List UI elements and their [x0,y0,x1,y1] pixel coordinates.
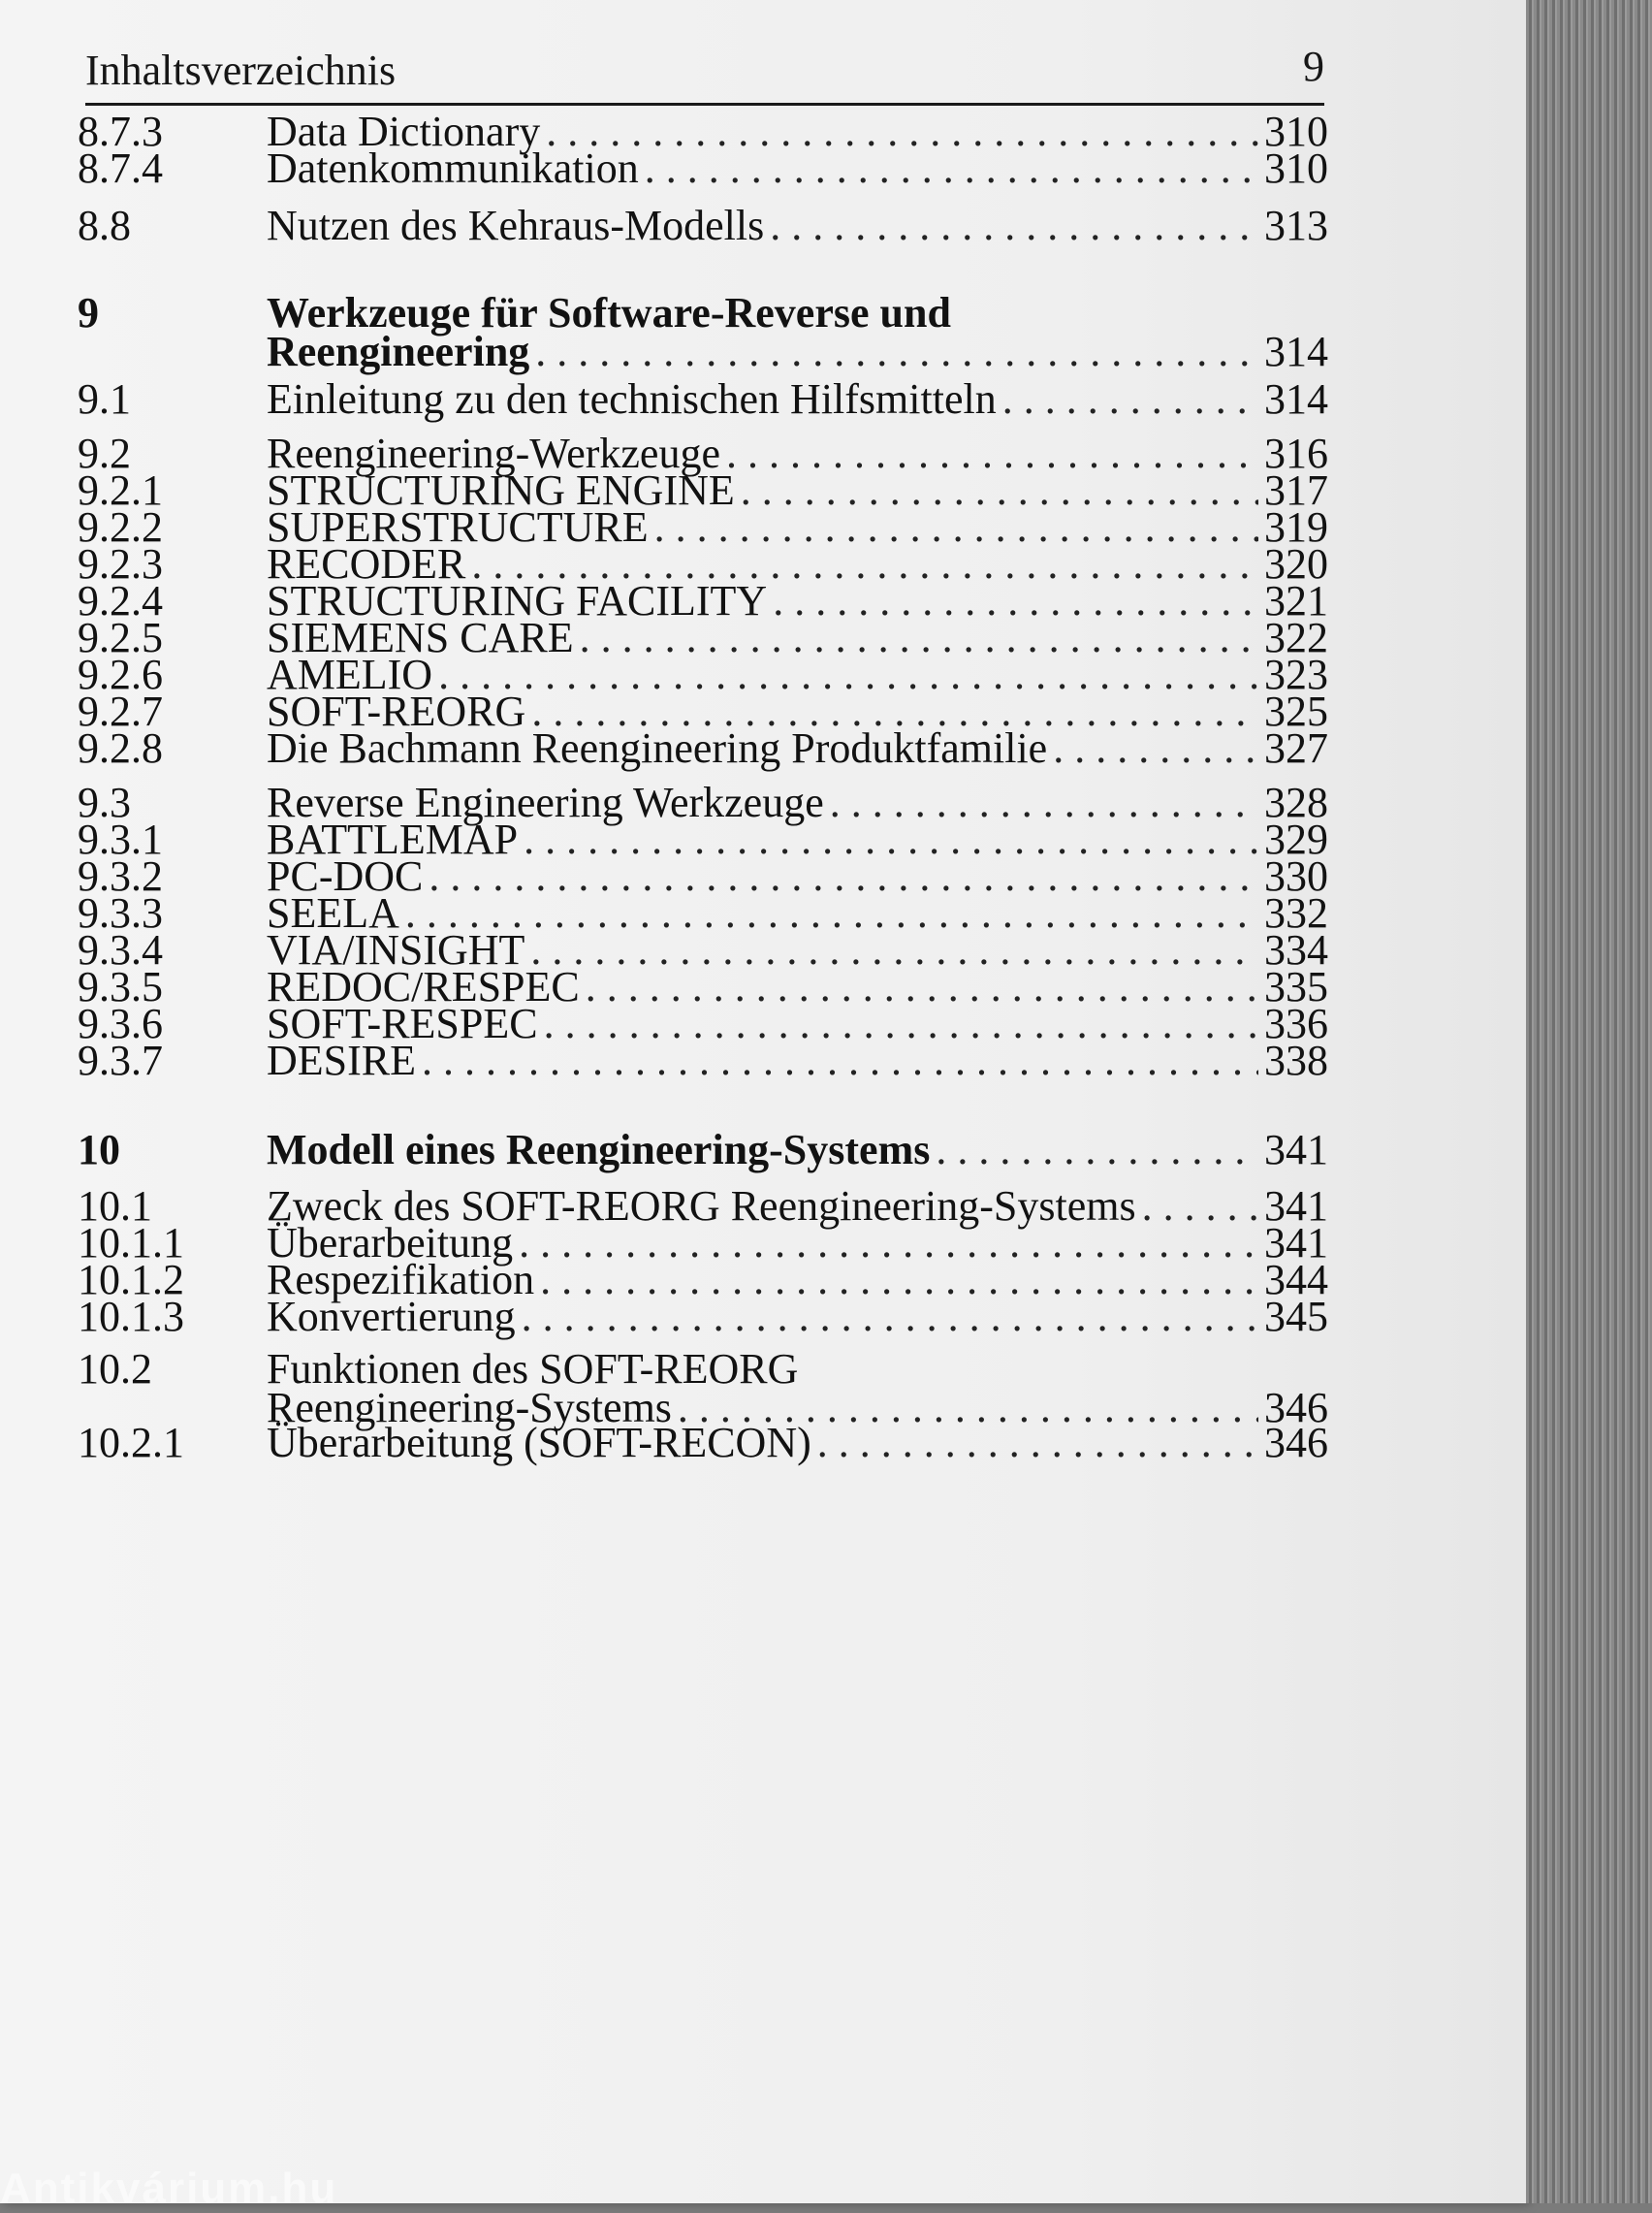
toc-entry-page: 314 [1264,328,1328,375]
toc-entry-title: SIEMENS CARE [267,614,574,661]
toc-entry-title-continued: Reengineering [267,328,530,375]
toc-entry-page: 317 [1264,466,1328,514]
toc-entry [78,1125,1328,1175]
toc-entry-number: 9.3 [78,779,131,826]
toc-entry-number: 9.2.6 [78,651,163,698]
toc-entry-page: 346 [1264,1419,1328,1466]
toc-entry-title: Überarbeitung (SOFT-RECON) [267,1419,811,1466]
toc-entry-page: 335 [1264,963,1328,1010]
toc-entry-number: 9.2.8 [78,724,163,772]
toc-entry [78,1418,1328,1468]
toc-entry-title: Datenkommunikation [267,144,639,192]
toc-entry-number: 10.1 [78,1182,152,1230]
toc-entry-title: STRUCTURING FACILITY [267,577,768,625]
toc-entry-title: SEELA [267,889,399,937]
toc-entry-page: 341 [1264,1126,1328,1173]
toc-entry-title: Überarbeitung [267,1219,514,1267]
dot-leader [770,201,1258,251]
toc-entry-number: 9.2.1 [78,466,163,514]
toc-entry-number: 9.2.4 [78,577,163,625]
toc-entry-page: 313 [1264,202,1328,249]
toc-entry [78,1036,1328,1086]
toc-entry-title: PC-DOC [267,852,424,900]
toc-entry-page: 341 [1264,1219,1328,1267]
toc-entry-title: Nutzen des Kehraus-Modells [267,202,765,249]
toc-entry-title: AMELIO [267,651,433,698]
toc-entry-number: 8.7.3 [78,108,163,155]
toc-entry-title: SUPERSTRUCTURE [267,503,649,551]
toc-entry-title: RECODER [267,540,466,588]
toc-entry-page: 330 [1264,852,1328,900]
toc-entry-number: 9.2 [78,430,131,477]
toc-entry-title: Die Bachmann Reengineering Produktfamilie [267,724,1048,772]
toc-entry-page: 345 [1264,1293,1328,1340]
dot-leader [645,144,1258,194]
toc-entry-title: REDOC/RESPEC [267,963,580,1010]
toc-entry-title-continued: Reengineering-Systems [267,1384,672,1431]
toc-entry-number: 9.3.5 [78,963,163,1010]
toc-entry-title: BATTLEMAP [267,816,519,863]
toc-entry-page: 327 [1264,724,1328,772]
toc-entry-title: VIA/INSIGHT [267,926,525,974]
toc-entry-page: 346 [1264,1384,1328,1431]
toc-entry-title: SOFT-RESPEC [267,1000,538,1047]
toc-entry-page: 310 [1264,144,1328,192]
toc-entry-title: Zweck des SOFT-REORG Reengineering-Systems [267,1182,1136,1230]
toc-entry-page: 316 [1264,430,1328,477]
toc-entry-title: SOFT-REORG [267,688,526,735]
toc-entry-page: 321 [1264,577,1328,625]
toc-entry-number: 9.3.2 [78,852,163,900]
toc-entry-page: 336 [1264,1000,1328,1047]
toc-entry [78,374,1328,425]
toc-entry-page: 338 [1264,1037,1328,1084]
toc-entry-page: 341 [1264,1182,1328,1230]
toc-entry-page: 310 [1264,108,1328,155]
toc-entry-page: 328 [1264,779,1328,826]
toc-entry-number: 9.2.2 [78,503,163,551]
toc-entry-number: 9.3.7 [78,1037,163,1084]
toc-entry-number: 9 [78,289,99,337]
toc-entry [78,288,1328,377]
dot-leader [535,327,1258,377]
toc-entry-title: Funktionen des SOFT-REORG [267,1345,799,1393]
toc-entry-number: 10.1.2 [78,1256,184,1303]
toc-entry-title: Respezifikation [267,1256,535,1303]
toc-entry-page: 344 [1264,1256,1328,1303]
toc-entry-page: 323 [1264,651,1328,698]
toc-entry [78,144,1328,194]
header-title: Inhaltsverzeichnis [85,47,397,94]
toc-entry-page: 319 [1264,503,1328,551]
dot-leader [1053,723,1258,774]
toc-entry [78,201,1328,251]
toc-entry-number: 9.2.5 [78,614,163,661]
toc-entry-title: Werkzeuge für Software-Reverse und [267,289,951,337]
toc-entry-title: Einleitung zu den technischen Hilfsmitteln [267,375,997,423]
page-number: 9 [1303,43,1324,90]
toc-entry-title: Konvertierung [267,1293,516,1340]
toc-entry-number: 10.1.1 [78,1219,184,1267]
toc-entry-number: 9.3.4 [78,926,163,974]
toc-entry-title: DESIRE [267,1037,416,1084]
dot-leader [422,1036,1258,1086]
toc-entry-page: 320 [1264,540,1328,588]
toc-entry-page: 329 [1264,816,1328,863]
toc-entry-title: Reengineering-Werkzeuge [267,430,720,477]
dot-leader [936,1125,1258,1175]
toc-entry-page: 334 [1264,926,1328,974]
toc-entry-number: 9.2.7 [78,688,163,735]
dot-leader [522,1292,1258,1342]
toc-entry-number: 8.7.4 [78,144,163,192]
toc-entry-number: 8.8 [78,202,131,249]
toc-entry-page: 332 [1264,889,1328,937]
toc-entry-title: Modell eines Reengineering-Systems [267,1126,931,1173]
toc-entry-number: 9.2.3 [78,540,163,588]
toc-entry-title: STRUCTURING ENGINE [267,466,735,514]
toc-entry-page: 314 [1264,375,1328,423]
toc-entry-page: 322 [1264,614,1328,661]
toc-entry-number: 10.1.3 [78,1293,184,1340]
watermark: Antikvárium.hu [0,2165,338,2212]
toc-entry-number: 9.3.3 [78,889,163,937]
toc-entry-page: 325 [1264,688,1328,735]
toc-entry [78,723,1328,774]
dot-leader [817,1418,1258,1468]
toc-entry-number: 10 [78,1126,120,1173]
toc-entry-title: Reverse Engineering Werkzeuge [267,779,824,826]
toc-entry-number: 9.3.6 [78,1000,163,1047]
page-edge [1526,0,1652,2203]
toc-entry-number: 10.2 [78,1345,152,1393]
toc-entry-title: Data Dictionary [267,108,541,155]
toc-entry-number: 9.1 [78,375,131,423]
dot-leader [1002,374,1258,425]
toc-entry-number: 10.2.1 [78,1419,184,1466]
toc-entry-number: 9.3.1 [78,816,163,863]
toc-entry [78,1292,1328,1342]
